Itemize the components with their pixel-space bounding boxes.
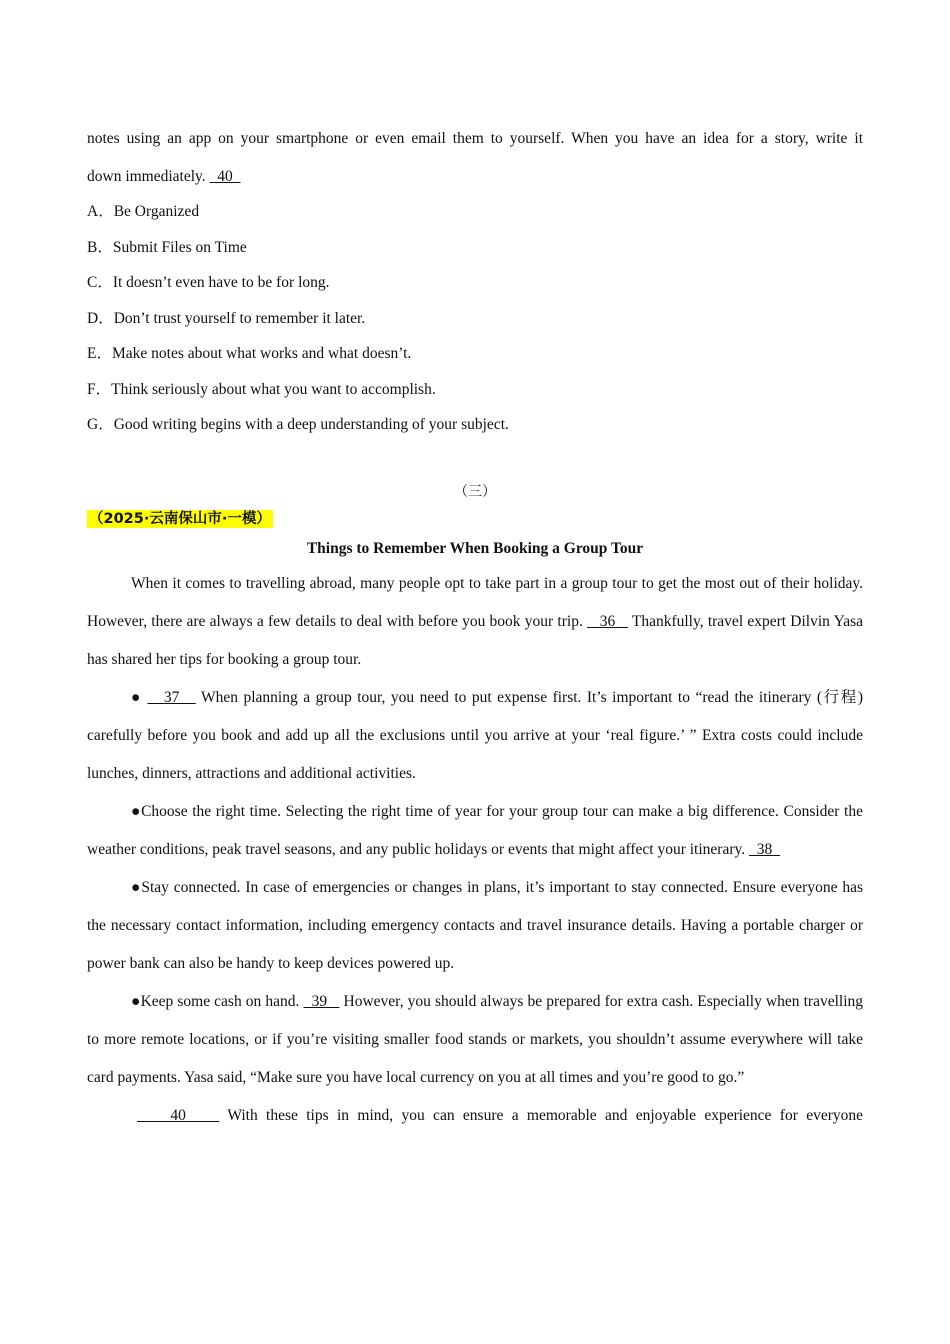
option-c: C．It doesn’t even have to be for long. [87, 274, 330, 291]
blank-40: 40 [209, 168, 241, 185]
option-e: E．Make notes about what works and what doesn’t. [87, 345, 412, 362]
blank-36: 36 [587, 613, 628, 630]
paragraph-1: When it comes to travelling abroad, many people opt to take part in a group tour to get the most out of their holiday. However, there are always a few details to deal with before you book your trip. 36 Thankfully, travel expert Dilvin Yasa has shared her tips for booking a group tour. [87, 575, 863, 668]
document-page [87, 120, 863, 1135]
source-label [87, 509, 863, 529]
source-highlight: （2025·云南保山市·一模） [89, 511, 271, 527]
prev-text-line-2 [87, 158, 863, 196]
prev-text-line-1: notes using an app on your smartphone or even email them to yourself. When you have an idea for a story, write it [87, 130, 863, 147]
option-a: A．Be Organized [87, 203, 200, 220]
paragraph-4: ●Stay connected. In case of emergencies or changes in plans, it’s important to stay connected. Ensure everyone has the necessary contact information, including emergency contacts and travel insurance details. Having a portable charger or power bank can also be handy to keep devices powered up. [87, 879, 863, 972]
option-f: F．Think seriously about what you want to accomplish. [87, 380, 436, 398]
blank-40-second: 40 [137, 1107, 220, 1124]
paragraph-5: ●Keep some cash on hand. 39 However, you should always be prepared for extra cash. Especially when travelling to more remote locations, or if you’re visiting smaller food stands or markets, you shouldn’t assume everywhere will take card payments. Yasa said, “Make sure you have local currency on you at all times and you’re good to go.” [87, 993, 863, 1086]
option-b: B．Submit Files on Time [87, 238, 247, 256]
paragraph-3: ●Choose the right time. Selecting the right time of year for your group tour can make a big difference. Consider the weather conditions, peak travel seasons, and any public holidays or events that might affect your itinerary. 38 [87, 803, 863, 858]
section-number: （三） [454, 484, 496, 500]
blank-38: 38 [749, 841, 780, 858]
option-d: D．Don’t trust yourself to remember it later. [87, 309, 366, 327]
paragraph-2: ● 37 When planning a group tour, you need to put expense first. It’s important to “read the itinerary (行程) carefully before you book and add up all the exclusions until you arrive at your ‘real figure.’ ” Extra costs could include lunches, dinners, attractions and additional activities. [87, 689, 863, 782]
option-g: G．Good writing begins with a deep understanding of your subject. [87, 416, 509, 433]
passage-title: Things to Remember When Booking a Group Tour [306, 540, 644, 557]
prev-text: down immediately. [87, 168, 210, 185]
blank-39: 39 [303, 993, 340, 1010]
options-list [87, 202, 863, 435]
blank-37: 37 [147, 689, 196, 706]
paragraph-6: 40 With these tips in mind, you can ensure a memorable and enjoyable experience for everyone [137, 1107, 864, 1124]
